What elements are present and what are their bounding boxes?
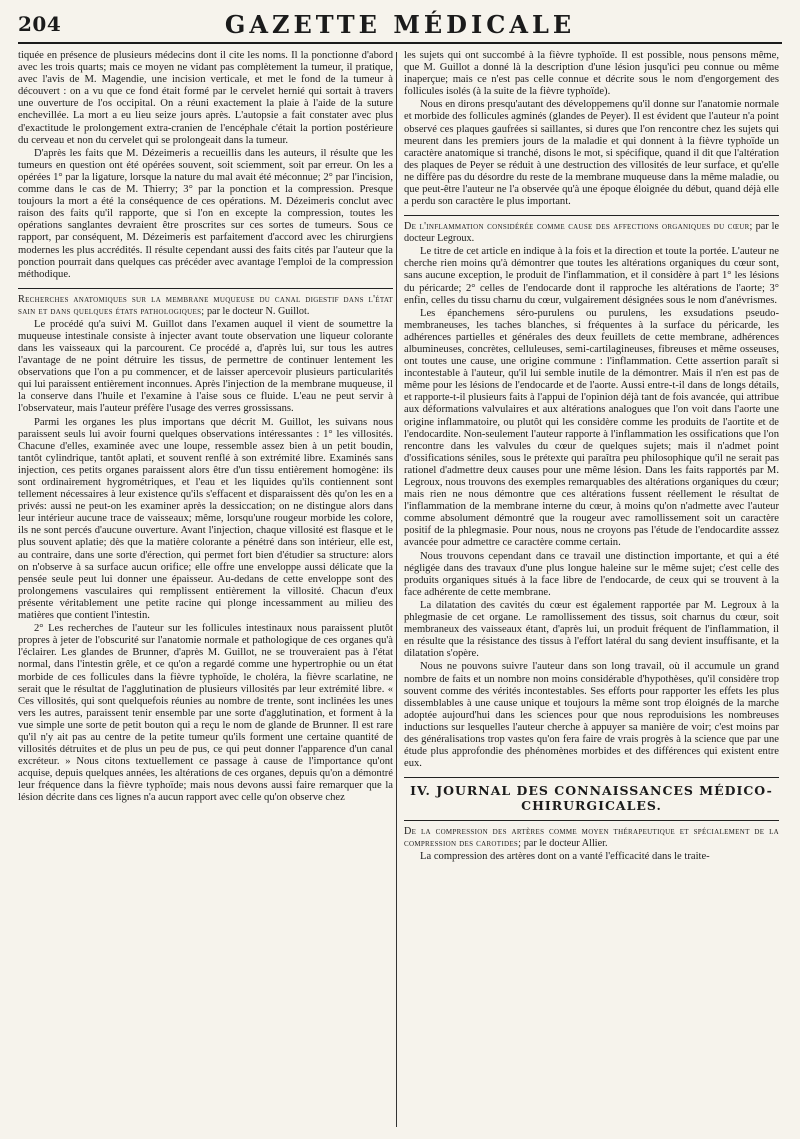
journal-section-title: IV. JOURNAL DES CONNAISSANCES MÉDICO-CHIRURGICALES.	[410, 783, 773, 814]
section-divider	[404, 777, 779, 778]
paragraph: Le procédé qu'a suivi M. Guillot dans l'examen auquel il vient de soumettre la muqueuse intestinale consiste à injecter avant toute observation une liqueur colorante dans les vaisseaux qui la parcourent. Ce procédé a, d'après lui, sur tous les autres l'avantage de ne point détruire les tissus, de permettre de continuer lentement les observations que l'on a pu commencer, et de laisser apercevoir plusieurs particularités qui lui paraissent entièrement inconnues. Après l'injection de la membrane muqueuse, il la conserve dans l'huile et l'examine à l'aise sous ce fluide. L'eau ne peut servir à l'observateur, mais l'auteur préfère l'usage des verres grossissans.	[18, 318, 393, 415]
journal-title: GAZETTE MÉDICALE	[224, 10, 576, 39]
article-author: par le docteur N. Guillot.	[204, 305, 310, 317]
paragraph: Le titre de cet article en indique à la fois et la direction et toute la portée. L'auteur ne cherche rien moins qu'à démontrer que toutes les altérations organiques du cœur sont, sans aucune exception, le produit de l'inflammation, et il considère à part 1° les lésions du péricarde; 2° celles de l'endocarde dont il rapproche les altérations de l'aorte; 3° enfin, celles du tissu charnu du cœur, vulgairement désignées sous le nom d'anévrismes.	[404, 246, 779, 306]
article-heading	[404, 221, 779, 245]
page-number: 204	[18, 12, 62, 36]
paragraph: D'après les faits que M. Dézeimeris a recueillis dans les auteurs, il résulte que les tumeurs en question ont été opérées souvent, soit sciemment, soit par erreur. On les a opérées 1° par la ligature, lorsque la nature du mal avait été méconnue; 2° par l'incision, comme dans le cas de M. Thierry; 3° par la ponction et la compression. Presque toujours la mort a été la conséquence de ces opérations. M. Dézeimeris conclut avec raison des faits qu'il rapporte, que si l'on en excepte la compression, toutes les opérations sanglantes devraient être proscrites sur ces sortes de tumeurs. Sous ce rapport, par conséquent, M. Dézeimeris est parfaitement d'accord avec les chirurgiens modernes les plus accrédités. Il résulte cependant aussi des faits cités par l'auteur que la ponction pourrait dans quelques cas précéder avec avantage l'emploi de la compression méthodique.	[18, 147, 393, 280]
paragraph: Les épanchemens séro-purulens ou purulens, les exsudations pseudo-membraneuses, les taches blanches, si fréquentes à la surface du péricarde, les adhérences partielles et générales des deux feuillets de cette membrane, adhérences albumineuses, concrètes, celluleuses, semi-cartilagineuses, fibreuses et même osseuses, ont toutes une cause, une origine commune : l'inflammation. Cette assertion paraît si incontestable à l'auteur, qu'il lui semble inutile de la démontrer. Mais il n'en est pas de même pour les lésions de l'endocarde et de l'aorte. Aussi entre-t-il dans de longs détails, et rapporte-t-il plusieurs faits à l'appui de l'opinion déjà tant de fois avancée, qui attribue aux déformations valvulaires et aux altérations analogues que l'on voit dans l'aorte une origine inflammatoire, ou plutôt qui les considère comme les produits de l'aortite et de l'endocardite. Non-seulement l'auteur rapporte à l'inflammation les ossifications que l'on rencontre dans les valvules du cœur de quelques sujets; mais il n'admet point d'ossifications séniles, sous le prétexte qui paraîtra peu philosophique qu'il ne serait pas rationel d'admettre deux causes pour une même lésion. Dans les faits rapportés par M. Legroux, nous trouvons des exemples remarquables des altérations organiques du cœur; mais rien ne nous démontre que ces altérations fussent réellement le résultat de l'inflammation de la membrane interne du cœur, à moins qu'on n'admette avec l'auteur comme absolument démontré que la rougeur avec ramollissement soit un caractère positif de la phlegmasie. Pour nous, nous ne croyons pas l'étude de l'endocardite asssez avancée pour admettre ce caractère comme certain.	[404, 307, 779, 549]
page-header	[18, 8, 782, 44]
section-divider	[404, 215, 779, 216]
paragraph: 2° Les recherches de l'auteur sur les follicules intestinaux nous paraissent plutôt propres à jeter de l'obscurité sur l'anatomie normale et pathologique de ces organes qu'à l'éclairer. Les glandes de Brunner, d'après M. Guillot, ne se trouveraient pas à l'état normal, dans l'intestin grêle, et ce qu'on a regardé comme une hypertrophie ou un état morbide de ces follicules dans la fièvre typhoïde, le choléra, la fièvre scarlatine, ne serait que le résultat de l'agglutination de plusieurs villosités par leur extrémité libre. « Ces villosités, qui sont quelquefois réunies au nombre de trente, sont inclinées les unes vers les autres, paraissent tenir ensemble par une sorte d'agglutination, et forment à la vue simple une sorte de petit bouton qui a reçu le nom de glande de Brunner. Il est rare qu'il n'y ait pas au centre de la petite tumeur qu'ils forment une certaine quantité de villosités détruites et de plus un peu de pus, ce qui peut donner l'apparence d'un canal excréteur. » Nous citons textuellement ce passage à cause de l'importance qu'ont acquise, depuis quelques années, les altérations de ces organes, depuis qu'on a démontré leur fréquence dans la fièvre typhoïde; mais nous devons aussi faire remarquer que la lésion décrite dans ces lignes n'a aucun rapport avec celle qu'on observe chez	[18, 623, 393, 804]
article-author: par le docteur Legroux.	[404, 221, 779, 245]
paragraph: Nous ne pouvons suivre l'auteur dans son long travail, où il accumule un grand nombre de faits et un nombre non moins considérable d'hypothèses, qu'il considère trop souvent comme des vérités incontestables. Ses efforts pour rapporter les effets les plus dissemblables à une cause unique et toujours la même sont trop éloignés de la marche adoptée aujourd'hui dans les sciences pour que nous reproduisions les nombreuses inductions sur lesquelles l'auteur cherche à appuyer sa manière de voir; c'est moins par des généralisations trop vastes qu'on fera faire de vrais progrès à la science que par une étude plus approfondie des phénomènes morbides et des différences qui existent entre eux.	[404, 661, 779, 770]
section-divider	[404, 820, 779, 821]
article-heading	[18, 294, 393, 318]
article-heading	[404, 826, 779, 850]
article-title: De la compression des artères comme moyen thérapeutique et spécialement de la compression des carotides;	[404, 826, 779, 850]
article-author: par le docteur Allier.	[521, 838, 608, 850]
article-title: De l'inflammation considérée comme cause des affections organiques du cœur;	[404, 221, 753, 233]
paragraph: tiquée en présence de plusieurs médecins dont il cite les noms. Il la ponctionne d'abord avec les trois quarts; mais ce moyen ne vidant pas complètement la tumeur, il pratique, avec l'avis de M. Magendie, une incision verticale, et met le fond de la tumeur à découvert : on a vu que ce fond était formé par le cervelet hernié qui sortait à travers une ouverture de l'os occipital. On a réuni exactement la plaie à l'aide de la suture enchevillée. La mort a eu lieu seize jours après. L'autopsie a fait constater avec plus d'exactitude le prolongement extra-cranien de l'encéphale c'était la portion postérieure du cerveau et non du cervelet qui se prolongeait dans la tumeur.	[18, 50, 393, 146]
paragraph: les sujets qui ont succombé à la fièvre typhoïde. Il est possible, nous pensons même, que M. Guillot a donné là la description d'une lésion jusqu'ici peu connue ou même inaperçue; mais ce n'est pas celle connue et décrite sous le nom d'engorgement des follicules isolés (à la suite de la fièvre typhoïde).	[404, 50, 779, 98]
right-column	[404, 50, 779, 1129]
section-divider	[18, 288, 393, 289]
column-divider	[396, 52, 397, 1127]
paragraph: La dilatation des cavités du cœur est également rapportée par M. Legroux à la phlegmasie de cet organe. Le ramollissement des tissus, soit charnus du cœur, soit membraneux des vaisseaux étant, d'après lui, un produit fréquent de l'inflammation, il en résulte que la résistance des tissus à l'effort latéral du sang devient insuffisante, et la dilatation s'opère.	[404, 599, 779, 660]
paragraph: Parmi les organes les plus importans que décrit M. Guillot, les suivans nous paraissent seuls lui avoir fourni quelques observations intéressantes : 1° les villosités. Chacune d'elles, examinée avec une loupe, ressemble assez bien à un petit boudin, tantôt cylindrique, tantôt aplati, et souvent renflé à son extrémité libre. Examinés sans injection, ces petits organes paraissent alors être d'un tissu entièrement homogène: ils sont ordinairement hygrométriques, et l'eau et les liquides qu'ils contiennent sont tellement nécessaires à leur existence qu'ils s'effacent et disparaissent dès qu'on les en a privés: aussi ne peut-on les examiner après la dessiccation; on ne distingue alors dans leur intérieur aucune trace de vaisseaux; même, lorsqu'une rougeur morbide les colore, ils ne sont percés d'aucune ouverture. Avant l'injection, chaque villosité est flasque et le plus souvent aplatie; dès que la matière colorante a pénétré dans son intérieur, elle est, au contraire, dans une sorte d'érection, qui permet fort bien d'étudier sa structure: alors on n'observe à sa surface aucun orifice; elle offre une enveloppe aussi délicate que la pensée seule peut lui donner une épaisseur. Au-dedans de cette enveloppe sont des prolongemens vasculaires qui remplissent entièrement la villosité. Chacun d'eux présente véritablement une petite racine qui plonge incessamment au milieu des matières que contient l'intestin.	[18, 416, 393, 622]
left-column	[18, 50, 393, 1129]
article-title: Recherches anatomiques sur la membrane muqueuse du canal digestif dans l'état sain et dans quelques états pathologiques;	[18, 293, 393, 317]
paragraph: Nous trouvons cependant dans ce travail une distinction importante, et qui a été négligée dans des travaux d'une plus longue haleine sur le même sujet; c'est celle des produits organiques situés à la face libre de l'endocarde, de ceux qui se trouvent à la face adhérente de cette membrane.	[404, 550, 779, 598]
paragraph: La compression des artères dont on a vanté l'efficacité dans le traite-	[420, 851, 710, 863]
paragraph: Nous en dirons presqu'autant des développemens qu'il donne sur l'anatomie normale et morbide des follicules agminés (glandes de Peyer). Il est évident que l'auteur n'a point observé ces plaques gaufrées si saillantes, si dures que l'on rencontre chez les sujets qui meurent dans les premiers jours de la maladie et qui donnent à la fièvre typhoïde un caractère anatomique si tranché, disons le mot, si spécifique, quand il dit que l'altération des plaques de Peyer se réduit à une destruction des villosités de leur surface, et qu'elle ne diffère pas du désordre du reste de la membrane muqueuse dans la même maladie, ou que peut-être l'auteur ne l'a observée qu'à une époque éloignée du début, quand déjà elle a perdu son caractère le plus important.	[404, 99, 779, 208]
